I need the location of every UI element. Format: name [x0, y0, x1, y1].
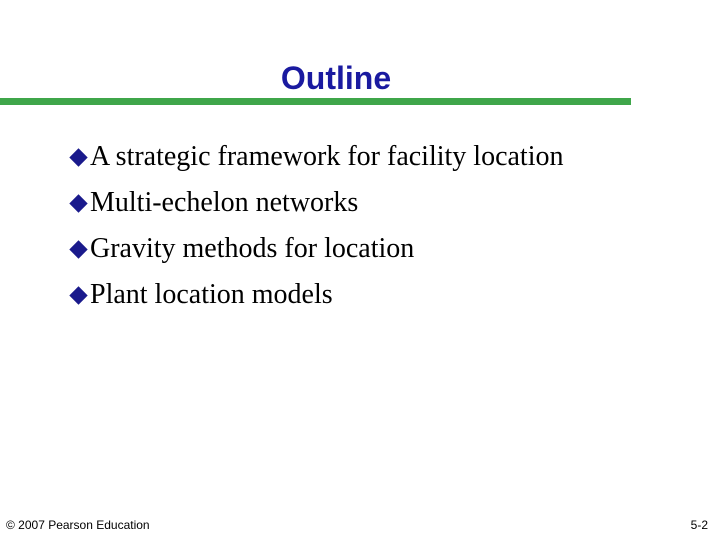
bullet-item — [68, 180, 563, 226]
bullet-item — [68, 134, 563, 180]
diamond-bullet-icon — [69, 286, 87, 304]
diamond-bullet-icon — [69, 148, 87, 166]
diamond-bullet-icon — [69, 194, 87, 212]
bullet-text: Gravity methods for location — [90, 233, 415, 264]
title-underline-rule — [0, 98, 631, 105]
diamond-bullet-icon — [69, 240, 87, 258]
bullet-text: A strategic framework for facility location — [90, 141, 564, 172]
bullet-item — [68, 226, 563, 272]
bullet-text: Plant location models — [90, 279, 333, 310]
footer-copyright: © 2007 Pearson Education — [6, 518, 150, 532]
slide-title: Outline — [280, 60, 392, 96]
bullet-text: Multi-echelon networks — [90, 187, 359, 218]
bullet-list — [68, 134, 563, 318]
footer-page-number: 5-2 — [690, 518, 708, 532]
bullet-item — [68, 272, 563, 318]
